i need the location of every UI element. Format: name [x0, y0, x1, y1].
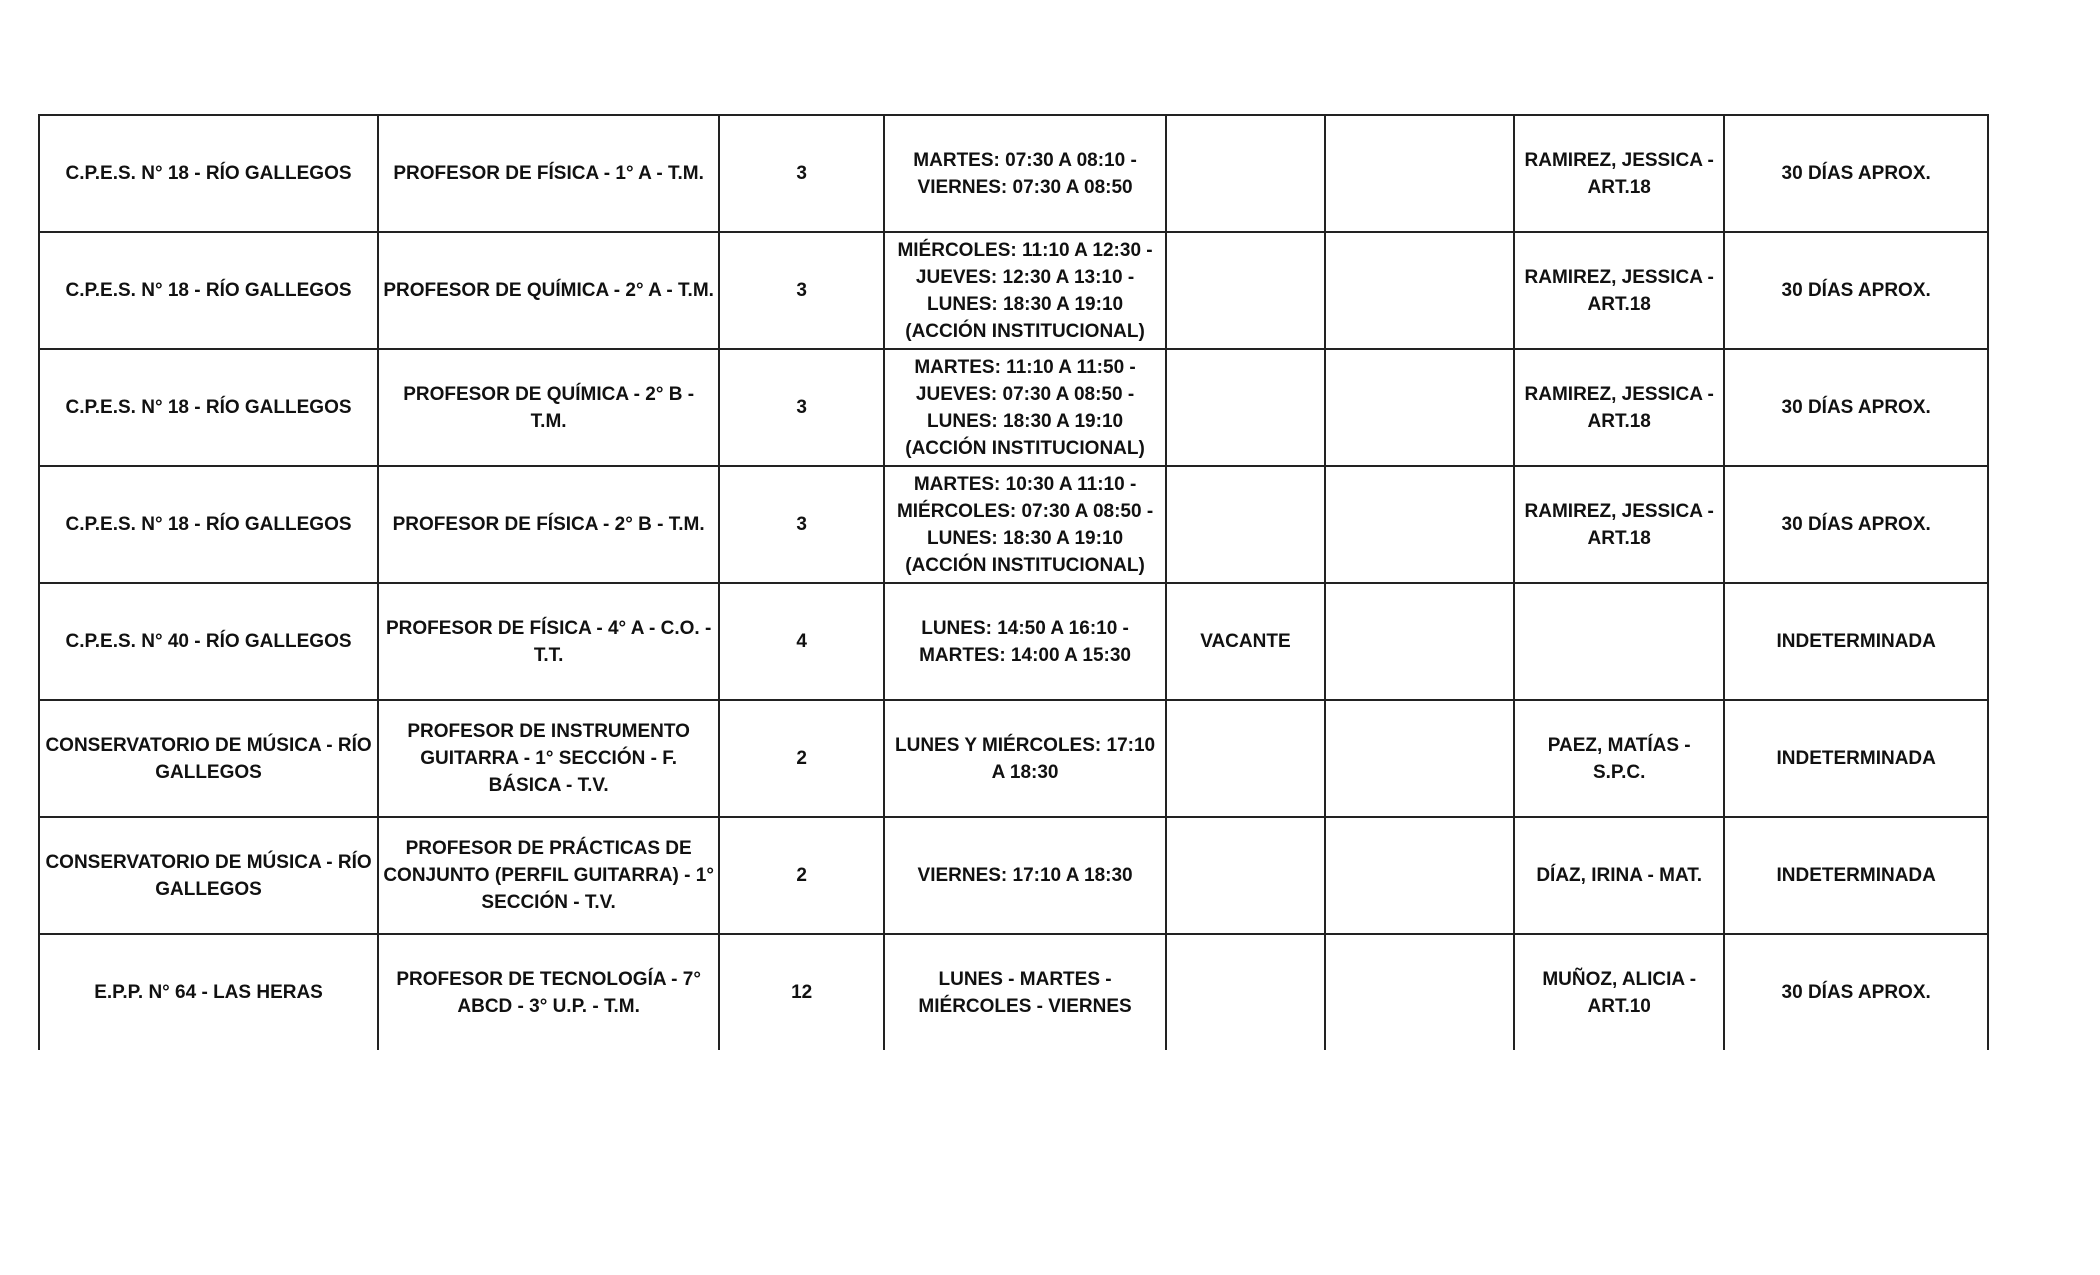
spreadsheet-page [38, 114, 1989, 1069]
cell-holder: DÍAZ, IRINA - MAT. [1514, 817, 1724, 934]
cell-status [1166, 934, 1325, 1050]
cell-extra [1325, 817, 1514, 934]
cell-duration: INDETERMINADA [1724, 700, 1988, 817]
cell-school: C.P.E.S. N° 18 - RÍO GALLEGOS [39, 466, 378, 583]
table-row [39, 115, 1988, 232]
cell-hours: 3 [719, 466, 884, 583]
cell-schedule: LUNES: 14:50 A 16:10 - MARTES: 14:00 A 15:30 [884, 583, 1166, 700]
cell-status [1166, 466, 1325, 583]
cell-status [1166, 700, 1325, 817]
cell-position: PROFESOR DE TECNOLOGÍA - 7° ABCD - 3° U.P. - T.M. [378, 934, 719, 1050]
cell-status: VACANTE [1166, 583, 1325, 700]
cell-position: PROFESOR DE PRÁCTICAS DE CONJUNTO (PERFIL GUITARRA) - 1° SECCIÓN - T.V. [378, 817, 719, 934]
table-row [39, 583, 1988, 700]
cell-position: PROFESOR DE FÍSICA - 1° A - T.M. [378, 115, 719, 232]
table-row [39, 349, 1988, 466]
table-row [39, 232, 1988, 349]
cell-school: C.P.E.S. N° 18 - RÍO GALLEGOS [39, 115, 378, 232]
cell-hours: 3 [719, 232, 884, 349]
cell-duration: 30 DÍAS APROX. [1724, 115, 1988, 232]
cell-school: CONSERVATORIO DE MÚSICA - RÍO GALLEGOS [39, 700, 378, 817]
cell-holder: RAMIREZ, JESSICA - ART.18 [1514, 349, 1724, 466]
cell-schedule: MARTES: 11:10 A 11:50 - JUEVES: 07:30 A 08:50 - LUNES: 18:30 A 19:10 (ACCIÓN INSTITUCIONAL) [884, 349, 1166, 466]
cell-hours: 4 [719, 583, 884, 700]
cell-status [1166, 349, 1325, 466]
cell-schedule: MARTES: 07:30 A 08:10 - VIERNES: 07:30 A 08:50 [884, 115, 1166, 232]
cell-holder [1514, 583, 1724, 700]
cell-duration: 30 DÍAS APROX. [1724, 466, 1988, 583]
cell-duration: INDETERMINADA [1724, 817, 1988, 934]
cell-duration: 30 DÍAS APROX. [1724, 934, 1988, 1050]
cell-school: E.P.P. N° 64 - LAS HERAS [39, 934, 378, 1050]
cell-holder: RAMIREZ, JESSICA - ART.18 [1514, 466, 1724, 583]
table-row [39, 817, 1988, 934]
cell-school: C.P.E.S. N° 40 - RÍO GALLEGOS [39, 583, 378, 700]
cell-extra [1325, 115, 1514, 232]
table-row [39, 934, 1988, 1050]
cell-position: PROFESOR DE FÍSICA - 2° B - T.M. [378, 466, 719, 583]
cell-hours: 3 [719, 115, 884, 232]
cell-extra [1325, 934, 1514, 1050]
cell-extra [1325, 700, 1514, 817]
cell-holder: RAMIREZ, JESSICA - ART.18 [1514, 232, 1724, 349]
cell-hours: 3 [719, 349, 884, 466]
table-row [39, 700, 1988, 817]
cell-status [1166, 232, 1325, 349]
cell-duration: INDETERMINADA [1724, 583, 1988, 700]
cell-duration: 30 DÍAS APROX. [1724, 349, 1988, 466]
cell-position: PROFESOR DE FÍSICA - 4° A - C.O. - T.T. [378, 583, 719, 700]
cell-extra [1325, 232, 1514, 349]
cell-extra [1325, 466, 1514, 583]
cell-schedule: MARTES: 10:30 A 11:10 - MIÉRCOLES: 07:30 A 08:50 - LUNES: 18:30 A 19:10 (ACCIÓN INSTITUCIONAL) [884, 466, 1166, 583]
cell-holder: MUÑOZ, ALICIA - ART.10 [1514, 934, 1724, 1050]
cell-holder: PAEZ, MATÍAS - S.P.C. [1514, 700, 1724, 817]
cell-duration: 30 DÍAS APROX. [1724, 232, 1988, 349]
cell-position: PROFESOR DE QUÍMICA - 2° A - T.M. [378, 232, 719, 349]
vacancies-table [38, 114, 1989, 1050]
cell-position: PROFESOR DE INSTRUMENTO GUITARRA - 1° SECCIÓN - F. BÁSICA - T.V. [378, 700, 719, 817]
cell-schedule: LUNES - MARTES - MIÉRCOLES - VIERNES [884, 934, 1166, 1050]
cell-status [1166, 115, 1325, 232]
cell-status [1166, 817, 1325, 934]
cell-school: CONSERVATORIO DE MÚSICA - RÍO GALLEGOS [39, 817, 378, 934]
table-row [39, 466, 1988, 583]
cell-hours: 12 [719, 934, 884, 1050]
cell-school: C.P.E.S. N° 18 - RÍO GALLEGOS [39, 349, 378, 466]
cell-schedule: MIÉRCOLES: 11:10 A 12:30 - JUEVES: 12:30 A 13:10 - LUNES: 18:30 A 19:10 (ACCIÓN INSTITUCIONAL) [884, 232, 1166, 349]
cell-hours: 2 [719, 817, 884, 934]
cell-hours: 2 [719, 700, 884, 817]
cell-schedule: LUNES Y MIÉRCOLES: 17:10 A 18:30 [884, 700, 1166, 817]
cell-schedule: VIERNES: 17:10 A 18:30 [884, 817, 1166, 934]
cell-extra [1325, 349, 1514, 466]
cell-position: PROFESOR DE QUÍMICA - 2° B - T.M. [378, 349, 719, 466]
cell-holder: RAMIREZ, JESSICA - ART.18 [1514, 115, 1724, 232]
cell-school: C.P.E.S. N° 18 - RÍO GALLEGOS [39, 232, 378, 349]
cell-extra [1325, 583, 1514, 700]
